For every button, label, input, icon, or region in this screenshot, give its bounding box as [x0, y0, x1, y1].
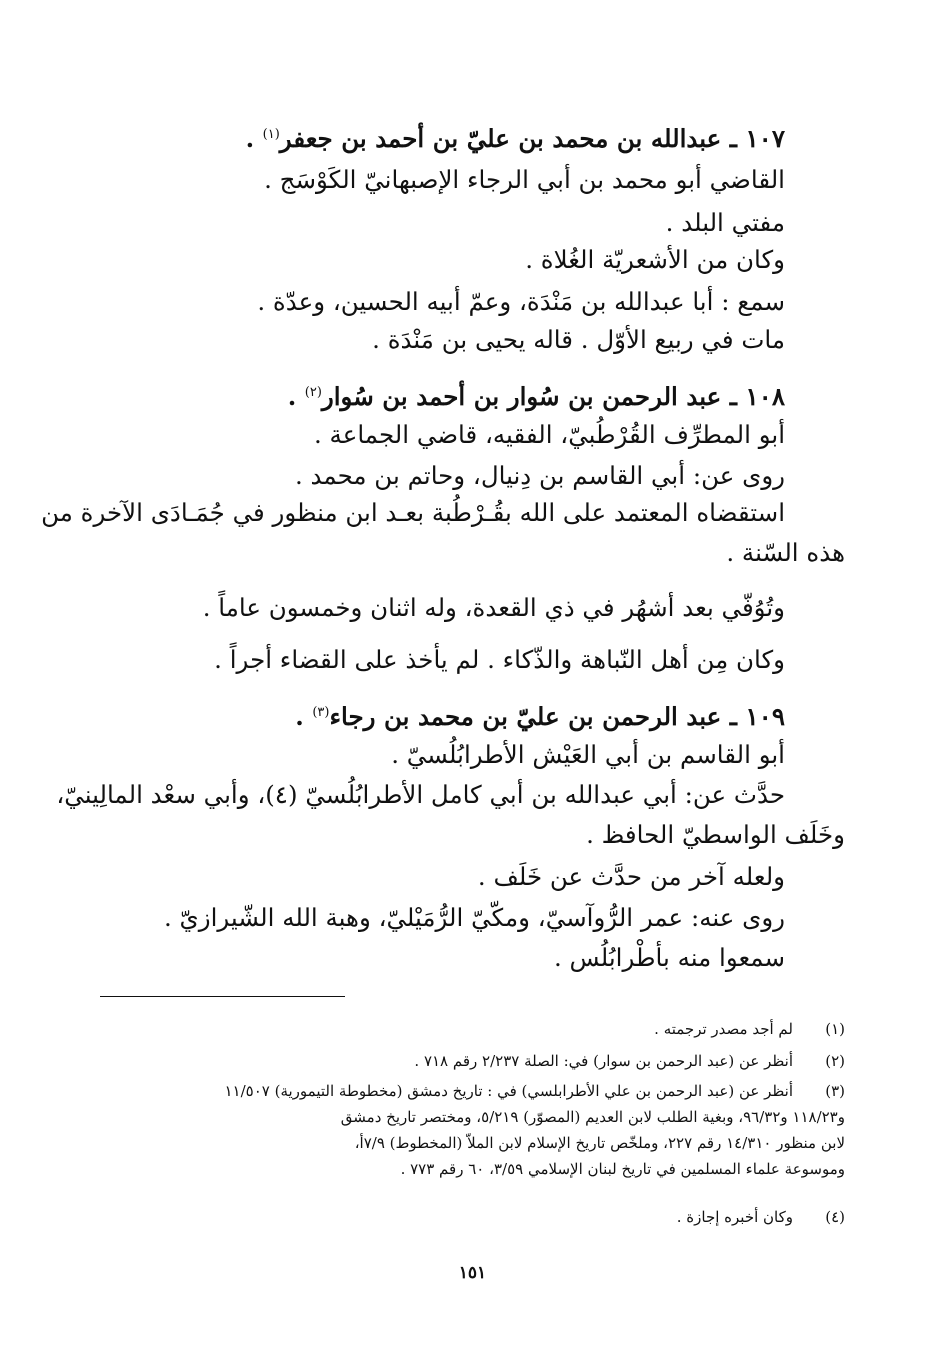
- entry-heading: ١٠٨ ـ عبد الرحمن بن سُوار بن أحمد بن سُوار$^{(٢)}$ .: [287, 382, 785, 412]
- footnote-text: و١١٨/٢٣ و٩٦/٣٢، وبغية الطلب لابن العديم (المصوّر) ٥/٢١٩، ومختصر تاريخ دمشق: [340, 1108, 845, 1126]
- entry-line: وتُوُفّي بعد أشهُر في ذي القعدة، وله اثنان وخمسون عاماً .: [202, 593, 785, 622]
- footnote-ref: (٢): [304, 385, 322, 400]
- entry-line: استقضاه المعتمد على الله بقُـرْطُبة بعـد ابن منظور في جُمَـادَى الآخرة من: [41, 498, 785, 527]
- entry-name: عبد الرحمن بن سُوار بن أحمد بن سُوار: [321, 382, 722, 412]
- entry-line: وكان من الأشعريّة الغُلاة .: [525, 245, 785, 274]
- footnote-number: (٤): [825, 1208, 845, 1226]
- footnote-text: وموسوعة علماء المسلمين في تاريخ لبنان الإسلامي ٣/٥٩، ٦٠ رقم ٧٧٣ .: [400, 1160, 845, 1178]
- entry-line: ولعله آخر من حدَّث عن خَلَف .: [477, 862, 785, 891]
- footnote: [100, 1204, 845, 1230]
- footnote: [100, 1078, 845, 1182]
- footnote-number: (٢): [825, 1052, 845, 1070]
- footnote-text: أنظر عن (عبد الرحمن بن سوار) في: الصلة ٢/٢٣٧ رقم ٧١٨ .: [414, 1052, 793, 1070]
- entry-line: وخَلَف الواسطيّ الحافظ .: [586, 820, 845, 849]
- footnote-text: وكان أخبره إجازة .: [676, 1208, 793, 1226]
- entry-name: عبد الرحمن بن عليّ بن محمد بن رجاء: [329, 702, 722, 732]
- footnote-number: (٣): [825, 1082, 845, 1100]
- footnote-text: لم أجد مصدر ترجمته .: [654, 1020, 793, 1038]
- footnote-ref: (٣): [312, 705, 330, 720]
- entry-line: هذه السّنة .: [726, 538, 845, 567]
- footnote-number: (١): [825, 1020, 845, 1038]
- entry-line: مفتي البلد .: [665, 208, 785, 237]
- footnote-text: أنظر عن (عبد الرحمن بن علي الأطرابلسي) في : تاريخ دمشق (مخطوطة التيمورية) ١١/٥٠٧: [224, 1082, 793, 1100]
- entry-line: أبو المطرِّف القُرْطُبيّ، الفقيه، قاضي الجماعة .: [313, 420, 785, 449]
- footnote: [100, 1016, 845, 1042]
- entry-line: سمعوا منه بأطْرابُلُس .: [553, 943, 785, 972]
- entry-number: ١٠٩: [745, 702, 785, 732]
- footnote-separator: [100, 996, 345, 997]
- entry-heading: ١٠٩ ـ عبد الرحمن بن عليّ بن محمد بن رجاء$^{(٣)}$ .: [295, 702, 785, 732]
- entry-line: روى عنه: عمر الرُّوآسيّ، ومكّيّ الرُّمَيْليّ، وهبة الله الشّيرازيّ .: [163, 903, 785, 932]
- entry-line: روى عن: أبي القاسم بن دِنيال، وحاتم بن محمد .: [294, 461, 785, 490]
- entry-line: مات في ربيع الأوّل . قاله يحيى بن مَنْدَة .: [372, 325, 785, 354]
- entry-line: أبو القاسم بن أبي العَيْش الأطرابُلُسيّ .: [391, 740, 785, 769]
- entry-line: حدَّث عن: أبي عبدالله بن أبي كامل الأطرابُلُسيّ (٤)، وأبي سعْد المالِينيّ،: [56, 780, 785, 809]
- footnote-text: لابن منظور ١٤/٣١٠ رقم ٢٢٧، وملخّص تاريخ الإسلام لابن الملاّ (المخطوط) ٧/٩أ،: [354, 1134, 845, 1152]
- entry-line: وكان مِن أهل النّباهة والذّكاء . لم يأخذ على القضاء أجراً .: [214, 645, 785, 674]
- entry-name: عبدالله بن محمد بن عليّ بن أحمد بن جعفر: [279, 124, 722, 154]
- entry-number: ١٠٨: [745, 382, 785, 412]
- entry-number: ١٠٧: [745, 124, 785, 154]
- page-number: ١٥١: [458, 1263, 487, 1283]
- entry-heading: ١٠٧ ـ عبدالله بن محمد بن عليّ بن أحمد بن جعفر$^{(١)}$ .: [245, 124, 785, 154]
- entry-line: القاضي أبو محمد بن أبي الرجاء الإصبهانيّ الكَوْسَج .: [264, 165, 785, 194]
- footnote-ref: (١): [262, 127, 280, 142]
- footnote: [100, 1048, 845, 1074]
- entry-line: سمع : أبا عبدالله بن مَنْدَة، وعمّ أبيه الحسين، وعدّة .: [257, 287, 785, 316]
